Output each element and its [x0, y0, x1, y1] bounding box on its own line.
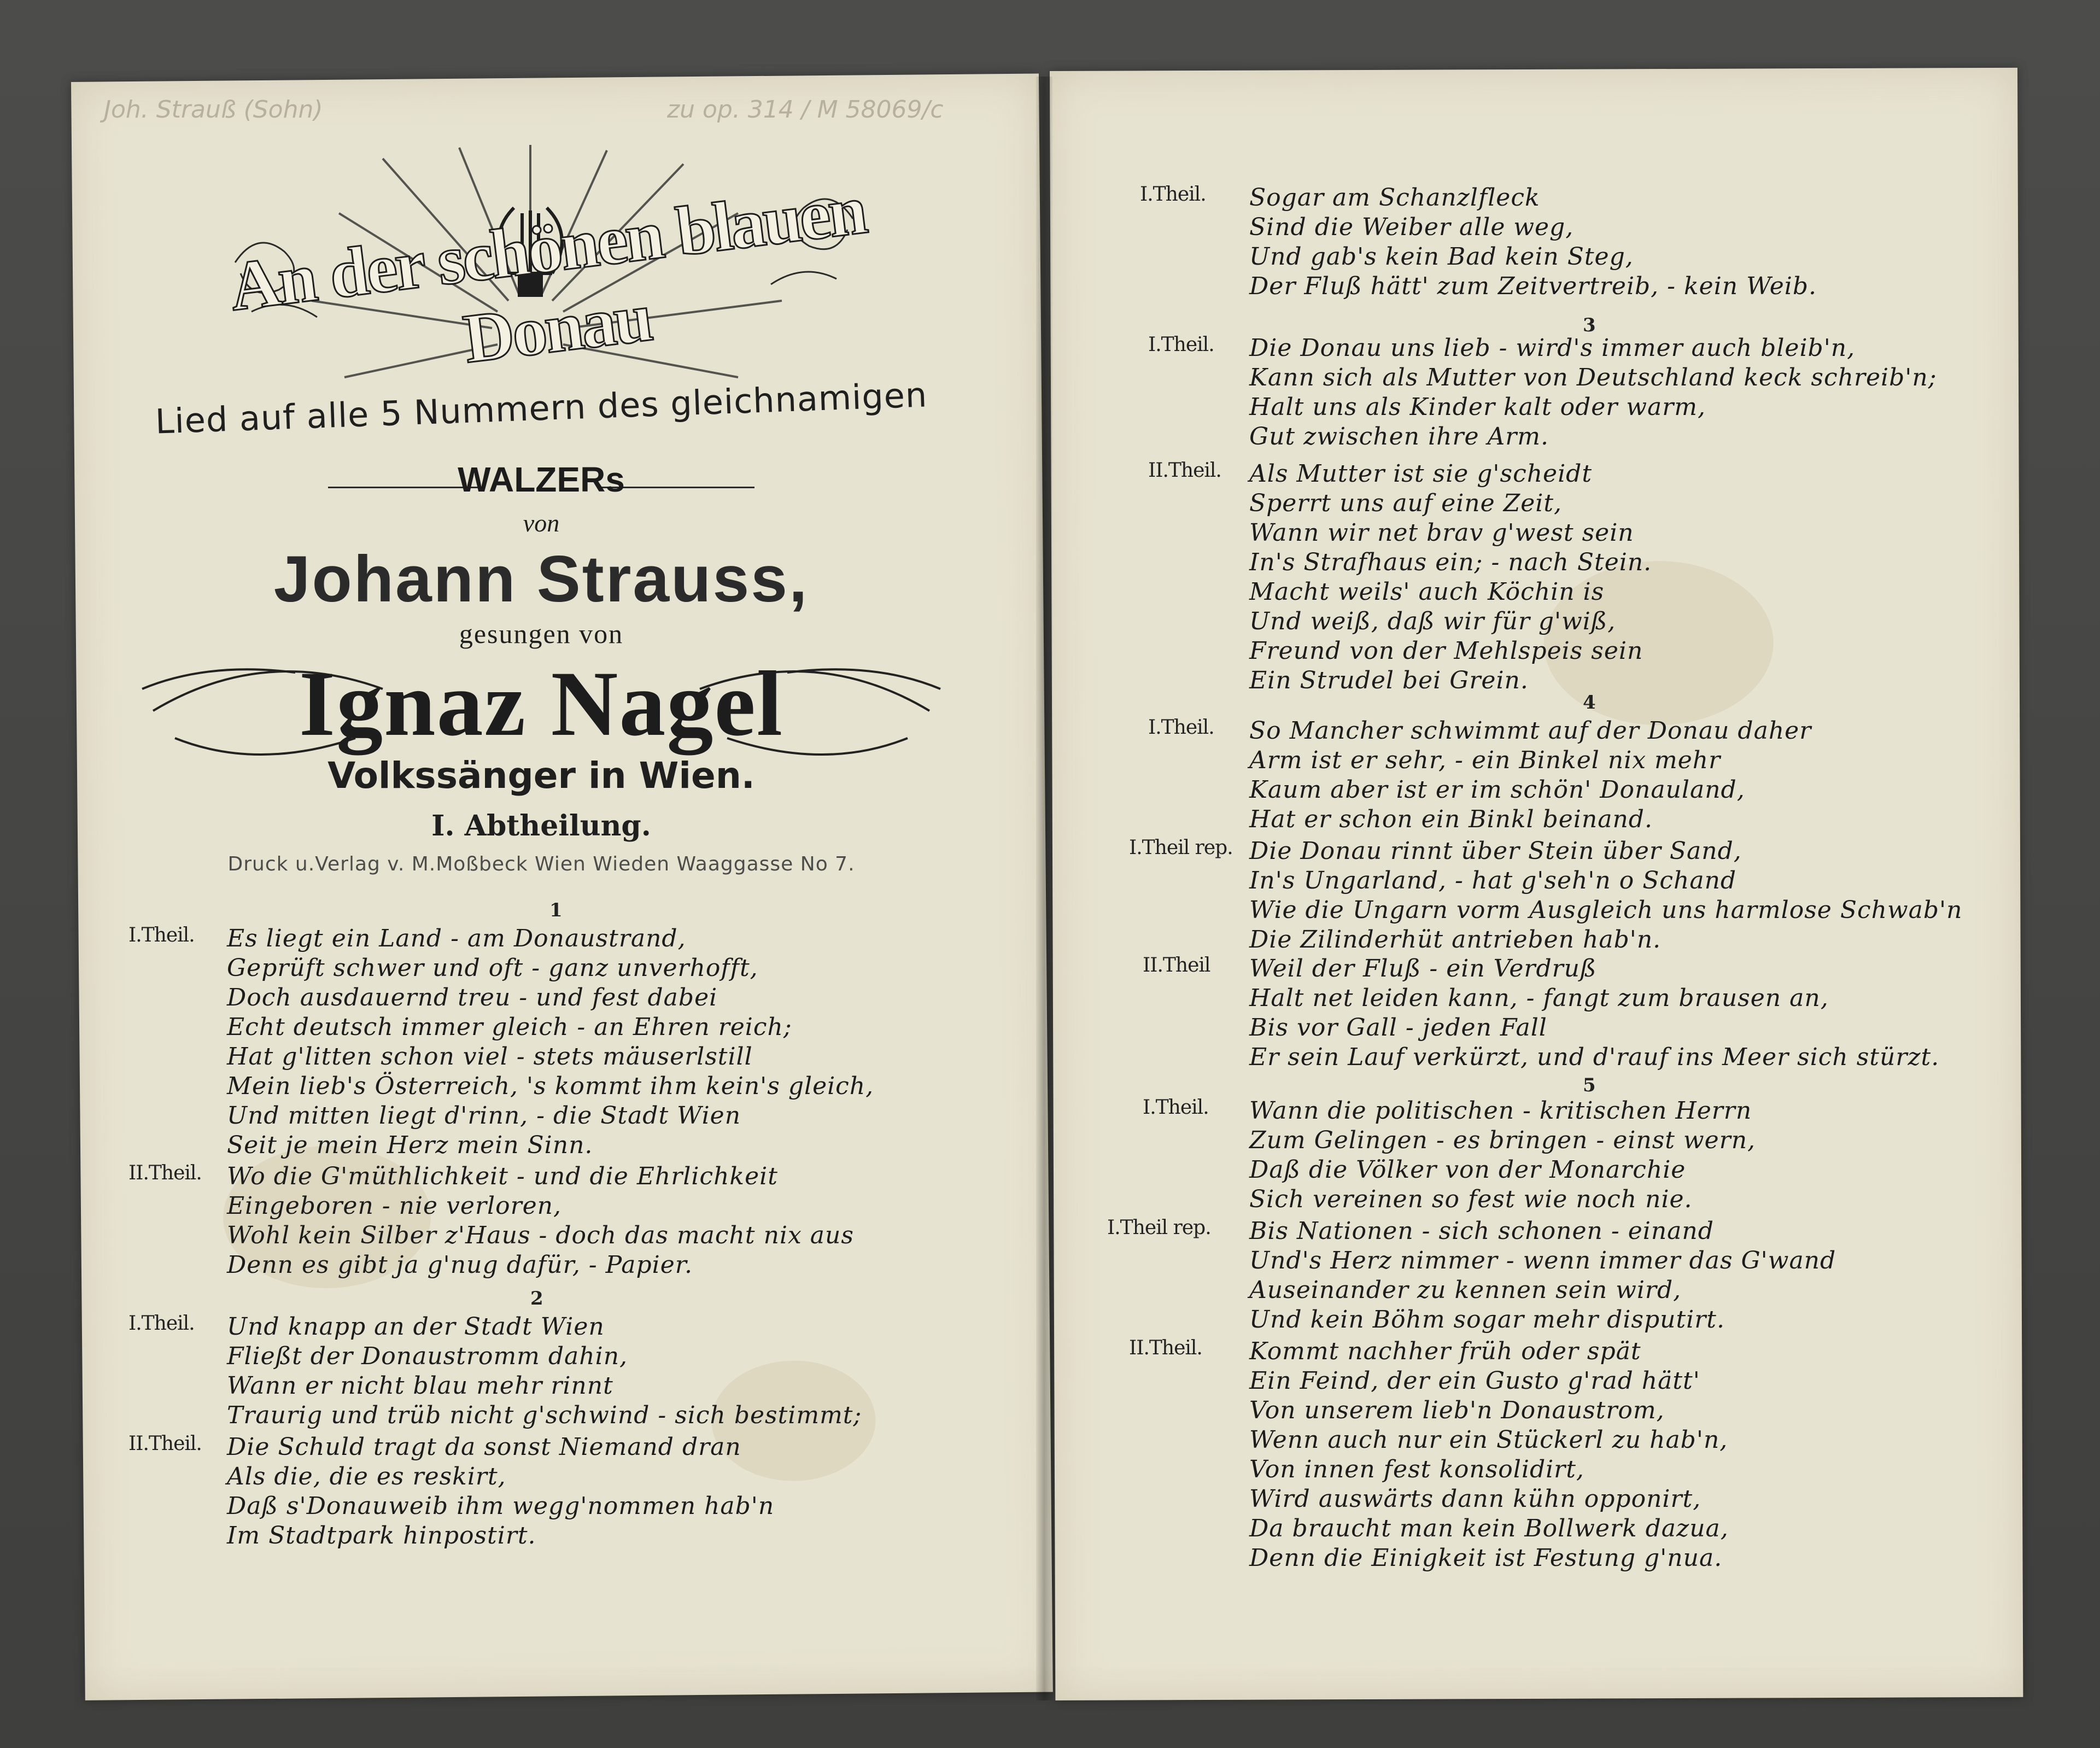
main-title: An der schönen blauen Donau	[225, 170, 869, 378]
stanza-lines	[1249, 459, 1652, 695]
lyric-line: Und mitten liegt d'rinn, - die Stadt Wien	[227, 1102, 741, 1130]
lyric-line: Von innen fest konsolidirt,	[1249, 1455, 1584, 1483]
lyric-line: Bis Nationen - sich schonen - einand	[1249, 1217, 1714, 1245]
walzer-heading: WALZERs	[458, 460, 625, 499]
part-label: II.Theil.	[1148, 459, 1221, 482]
lyric-line: Halt uns als Kinder kalt oder warm,	[1249, 393, 1706, 421]
stanza-lines	[1249, 183, 1817, 301]
lyric-line: Er sein Lauf verkürzt, und d'rauf ins Meer sich stürzt.	[1249, 1043, 1940, 1071]
lyric-line: Wann wir net brav g'west sein	[1249, 519, 1634, 547]
singer-occupation: Volkssänger in Wien.	[327, 755, 755, 797]
part-label: II.Theil.	[1129, 1337, 1202, 1359]
lyric-line: Halt net leiden kann, - fangt zum brausen an,	[1249, 984, 1829, 1012]
lyric-line: Auseinander zu kennen sein wird,	[1249, 1276, 1682, 1304]
lyric-line: Sind die Weiber alle weg,	[1249, 213, 1574, 241]
lyric-line: Echt deutsch immer gleich - an Ehren reich;	[227, 1013, 792, 1041]
lyric-line: Es liegt ein Land - am Donaustrand,	[227, 925, 686, 952]
lyric-line: Da braucht man kein Bollwerk dazua,	[1249, 1515, 1729, 1542]
lyric-line: Daß die Völker von der Monarchie	[1249, 1156, 1686, 1184]
part-label: II.Theil.	[128, 1162, 202, 1184]
lyric-line: Fließt der Donaustromm dahin,	[227, 1342, 628, 1370]
lyric-line: Mein lieb's Österreich, 's kommt ihm kein's gleich,	[227, 1072, 874, 1100]
part-label: I.Theil.	[1148, 334, 1214, 356]
lyric-line: Freund von der Mehlspeis sein	[1249, 637, 1643, 665]
lyric-line: Und gab's kein Bad kein Steg,	[1249, 243, 1634, 271]
lyric-line: Kann sich als Mutter von Deutschland keck schreib'n;	[1249, 364, 1937, 391]
lyric-line: Im Stadtpark hinpostirt.	[227, 1522, 536, 1550]
stanza-lines	[1249, 954, 1939, 1072]
composer-name: Johann Strauss,	[273, 542, 809, 616]
lyric-line: Die Donau rinnt über Stein über Sand,	[1249, 837, 1742, 865]
printer-imprint: Druck u.Verlag v. M.Moßbeck Wien Wieden Waaggasse No 7.	[227, 853, 855, 875]
lyric-line: Wann er nicht blau mehr rinnt	[227, 1372, 613, 1400]
stanza-lines	[227, 1312, 862, 1430]
gesungen-label: gesungen von	[459, 618, 624, 649]
lyric-line: Geprüft schwer und oft - ganz unverhofft,	[227, 954, 758, 982]
lyric-line: In's Strafhaus ein; - nach Stein.	[1249, 548, 1652, 576]
lyric-line: Traurig und trüb nicht g'schwind - sich bestimmt;	[227, 1401, 862, 1429]
stanza-lines	[1249, 334, 1937, 452]
stanza-lines	[1249, 1096, 1756, 1214]
stanza-lines	[1249, 1337, 1729, 1573]
stanza-lines	[1249, 1217, 1836, 1335]
lyric-line: Wo die G'müthlichkeit - und die Ehrlichkeit	[227, 1162, 778, 1190]
lyric-line: Und's Herz nimmer - wenn immer das G'wand	[1249, 1247, 1836, 1275]
part-label: I.Theil rep.	[1129, 837, 1233, 859]
part-label: I.Theil rep.	[1107, 1217, 1211, 1239]
part-label: I.Theil.	[128, 1312, 195, 1335]
stanza-lines	[227, 1433, 774, 1551]
walzer-row	[120, 459, 962, 508]
lyric-line: Seit je mein Herz mein Sinn.	[227, 1131, 593, 1159]
section-heading: I. Abtheilung.	[431, 809, 651, 843]
pencil-annotation-catalog: zu op. 314 / M 58069/c	[667, 96, 944, 124]
lyric-line: Macht weils' auch Köchin is	[1249, 578, 1605, 606]
center-fold	[1036, 77, 1052, 1700]
part-label: I.Theil.	[1143, 1096, 1209, 1119]
lyric-line: Ein Strudel bei Grein.	[1249, 667, 1529, 694]
lyric-line: Wenn auch nur ein Stückerl zu hab'n,	[1249, 1426, 1728, 1454]
lyric-line: Und knapp an der Stadt Wien	[227, 1313, 605, 1341]
lyric-line: Wie die Ungarn vorm Ausgleich uns harmlose Schwab'n	[1249, 896, 1963, 924]
lyric-line: Kaum aber ist er im schön' Donauland,	[1249, 776, 1745, 804]
stanza-lines	[227, 1162, 854, 1280]
lyric-line: Denn die Einigkeit ist Festung g'nua.	[1249, 1544, 1723, 1572]
lyric-line: Als die, die es reskirt,	[227, 1463, 506, 1490]
part-label: II.Theil.	[128, 1433, 202, 1455]
lyric-line: Daß s'Donauweib ihm wegg'nommen hab'n	[227, 1492, 775, 1520]
stanza-lines	[1249, 716, 1811, 834]
lyric-line: Eingeboren - nie verloren,	[227, 1192, 561, 1220]
lyric-line: Doch ausdauernd treu - und fest dabei	[227, 984, 718, 1012]
lyric-line: Und weiß, daß wir für g'wiß,	[1249, 607, 1616, 635]
singer-name: Ignaz Nagel	[299, 652, 784, 755]
part-label: I.Theil.	[128, 924, 195, 946]
lyric-line: Bis vor Gall - jeden Fall	[1249, 1014, 1547, 1042]
lyric-line: Denn es gibt ja g'nug dafür, - Papier.	[227, 1251, 693, 1279]
lyric-line: Zum Gelingen - es bringen - einst wern,	[1249, 1126, 1756, 1154]
lyric-line: Weil der Fluß - ein Verdruß	[1249, 955, 1597, 983]
part-label: II.Theil	[1143, 954, 1210, 977]
lyric-line: Wird auswärts dann kühn opponirt,	[1249, 1485, 1701, 1513]
lyric-line: Ein Feind, der ein Gusto g'rad hätt'	[1249, 1367, 1700, 1395]
subtitle: Lied auf alle 5 Nummern des gleichnamigen	[154, 375, 928, 442]
stanza-lines	[227, 924, 874, 1160]
verse-number: 5	[1583, 1074, 1596, 1096]
lyric-line: Wann die politischen - kritischen Herrn	[1249, 1097, 1752, 1125]
lyric-line: Und kein Böhm sogar mehr disputirt.	[1249, 1306, 1725, 1334]
part-label: I.Theil.	[1148, 716, 1214, 739]
lyric-line: Hat er schon ein Binkl beinand.	[1249, 805, 1653, 833]
lyric-line: Wohl kein Silber z'Haus - doch das macht nix aus	[227, 1221, 854, 1249]
lyric-line: Sich vereinen so fest wie noch nie.	[1249, 1185, 1693, 1213]
lyric-line: Der Fluß hätt' zum Zeitvertreib, - kein Weib.	[1249, 272, 1817, 300]
lyric-line: Gut zwischen ihre Arm.	[1249, 423, 1549, 451]
verse-number: 1	[549, 899, 563, 921]
lyric-line: Kommt nachher früh oder spät	[1249, 1337, 1641, 1365]
verse-number: 4	[1583, 692, 1596, 714]
lyric-line: Von unserem lieb'n Donaustrom,	[1249, 1396, 1665, 1424]
lyric-line: Arm ist er sehr, - ein Binkel nix mehr	[1249, 746, 1721, 774]
von-label: von	[523, 509, 560, 537]
verse-number: 3	[1583, 314, 1596, 336]
verse-number: 2	[530, 1288, 543, 1309]
lyric-line: Hat g'litten schon viel - stets mäuserlstill	[227, 1043, 753, 1071]
lyric-line: In's Ungarland, - hat g'seh'n o Schand	[1249, 867, 1737, 895]
lyric-line: Die Zilinderhüt antrieben hab'n.	[1249, 926, 1662, 954]
lyric-line: Die Schuld tragt da sonst Niemand dran	[227, 1433, 741, 1461]
lyric-line: Sperrt uns auf eine Zeit,	[1249, 489, 1562, 517]
lyric-line: So Mancher schwimmt auf der Donau daher	[1249, 717, 1812, 745]
pencil-annotation-composer: Joh. Strauß (Sohn)	[104, 96, 323, 124]
stanza-lines	[1249, 837, 1962, 955]
lyric-line: Sogar am Schanzlfleck	[1249, 184, 1540, 212]
lyric-line: Die Donau uns lieb - wird's immer auch bleib'n,	[1249, 334, 1856, 362]
lyric-line: Als Mutter ist sie g'scheidt	[1249, 460, 1593, 488]
part-label: I.Theil.	[1140, 183, 1206, 206]
